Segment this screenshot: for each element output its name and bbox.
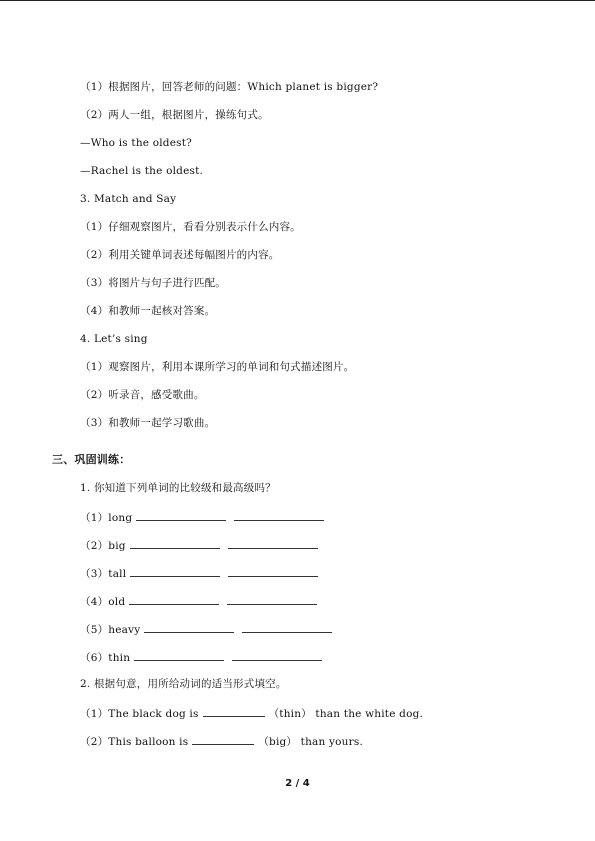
line-1: （1）根据图片，回答老师的问题：Which planet is bigger? <box>80 81 379 93</box>
answer-blank[interactable] <box>144 621 234 633</box>
line-10: 4. Let’s sing <box>80 333 148 345</box>
line-13: （3）和教师一起学习歌曲。 <box>80 417 216 429</box>
line-3: —Who is the oldest? <box>80 137 192 149</box>
answer-blank[interactable] <box>136 509 226 521</box>
line-7: （2）利用关键单词表述每幅图片的内容。 <box>80 249 280 261</box>
answer-blank[interactable] <box>130 537 220 549</box>
answer-blank[interactable] <box>227 593 317 605</box>
verb-hint: （big） <box>258 736 298 748</box>
answer-blank[interactable] <box>134 649 224 661</box>
line-12: （2）听录音，感受歌曲。 <box>80 389 205 401</box>
line-9: （4）和教师一起核对答案。 <box>80 305 216 317</box>
exercise1-item <box>80 621 336 637</box>
answer-blank[interactable] <box>129 593 219 605</box>
section-heading: 三、巩固训练： <box>52 453 131 466</box>
item-word: （2）big <box>80 540 126 552</box>
item-word: （6）thin <box>80 652 131 664</box>
verb-hint: （thin） <box>268 708 312 720</box>
answer-blank[interactable] <box>228 537 318 549</box>
page-number: 2 / 4 <box>285 778 310 789</box>
line-4: —Rachel is the oldest. <box>80 165 204 177</box>
line-6: （1）仔细观察图片，看看分别表示什么内容。 <box>80 221 301 233</box>
exercise2-item: （1）The black dog is （thin） than the white dog. <box>80 705 423 721</box>
answer-blank[interactable] <box>130 565 220 577</box>
answer-blank[interactable] <box>242 621 332 633</box>
exercise1-item <box>80 565 322 581</box>
answer-blank[interactable] <box>234 509 324 521</box>
exercise2-item: （2）This balloon is （big） than yours. <box>80 733 363 749</box>
answer-blank[interactable] <box>228 565 318 577</box>
answer-blank[interactable] <box>232 649 322 661</box>
line-11: （1）观察图片，利用本课所学习的单词和句式描述图片。 <box>80 361 355 373</box>
answer-blank[interactable] <box>203 705 265 717</box>
item-word: （4）old <box>80 596 126 608</box>
item-word: （5）heavy <box>80 624 141 636</box>
item-word: （1）long <box>80 512 133 524</box>
exercise1-item <box>80 593 321 609</box>
line-5: 3. Match and Say <box>80 193 177 205</box>
exercise1-item <box>80 509 328 525</box>
item-word: （3）tall <box>80 568 127 580</box>
line-8: （3）将图片与句子进行匹配。 <box>80 277 226 289</box>
line-2: （2）两人一组，根据图片，操练句式。 <box>80 109 269 121</box>
exercise2-title: 2. 根据句意，用所给动词的适当形式填空。 <box>80 678 287 690</box>
exercise1-title: 1. 你知道下列单词的比较级和最高级吗？ <box>80 482 276 494</box>
top-rule <box>0 0 595 1</box>
exercise1-item <box>80 537 322 553</box>
answer-blank[interactable] <box>192 733 254 745</box>
exercise1-item <box>80 649 326 665</box>
